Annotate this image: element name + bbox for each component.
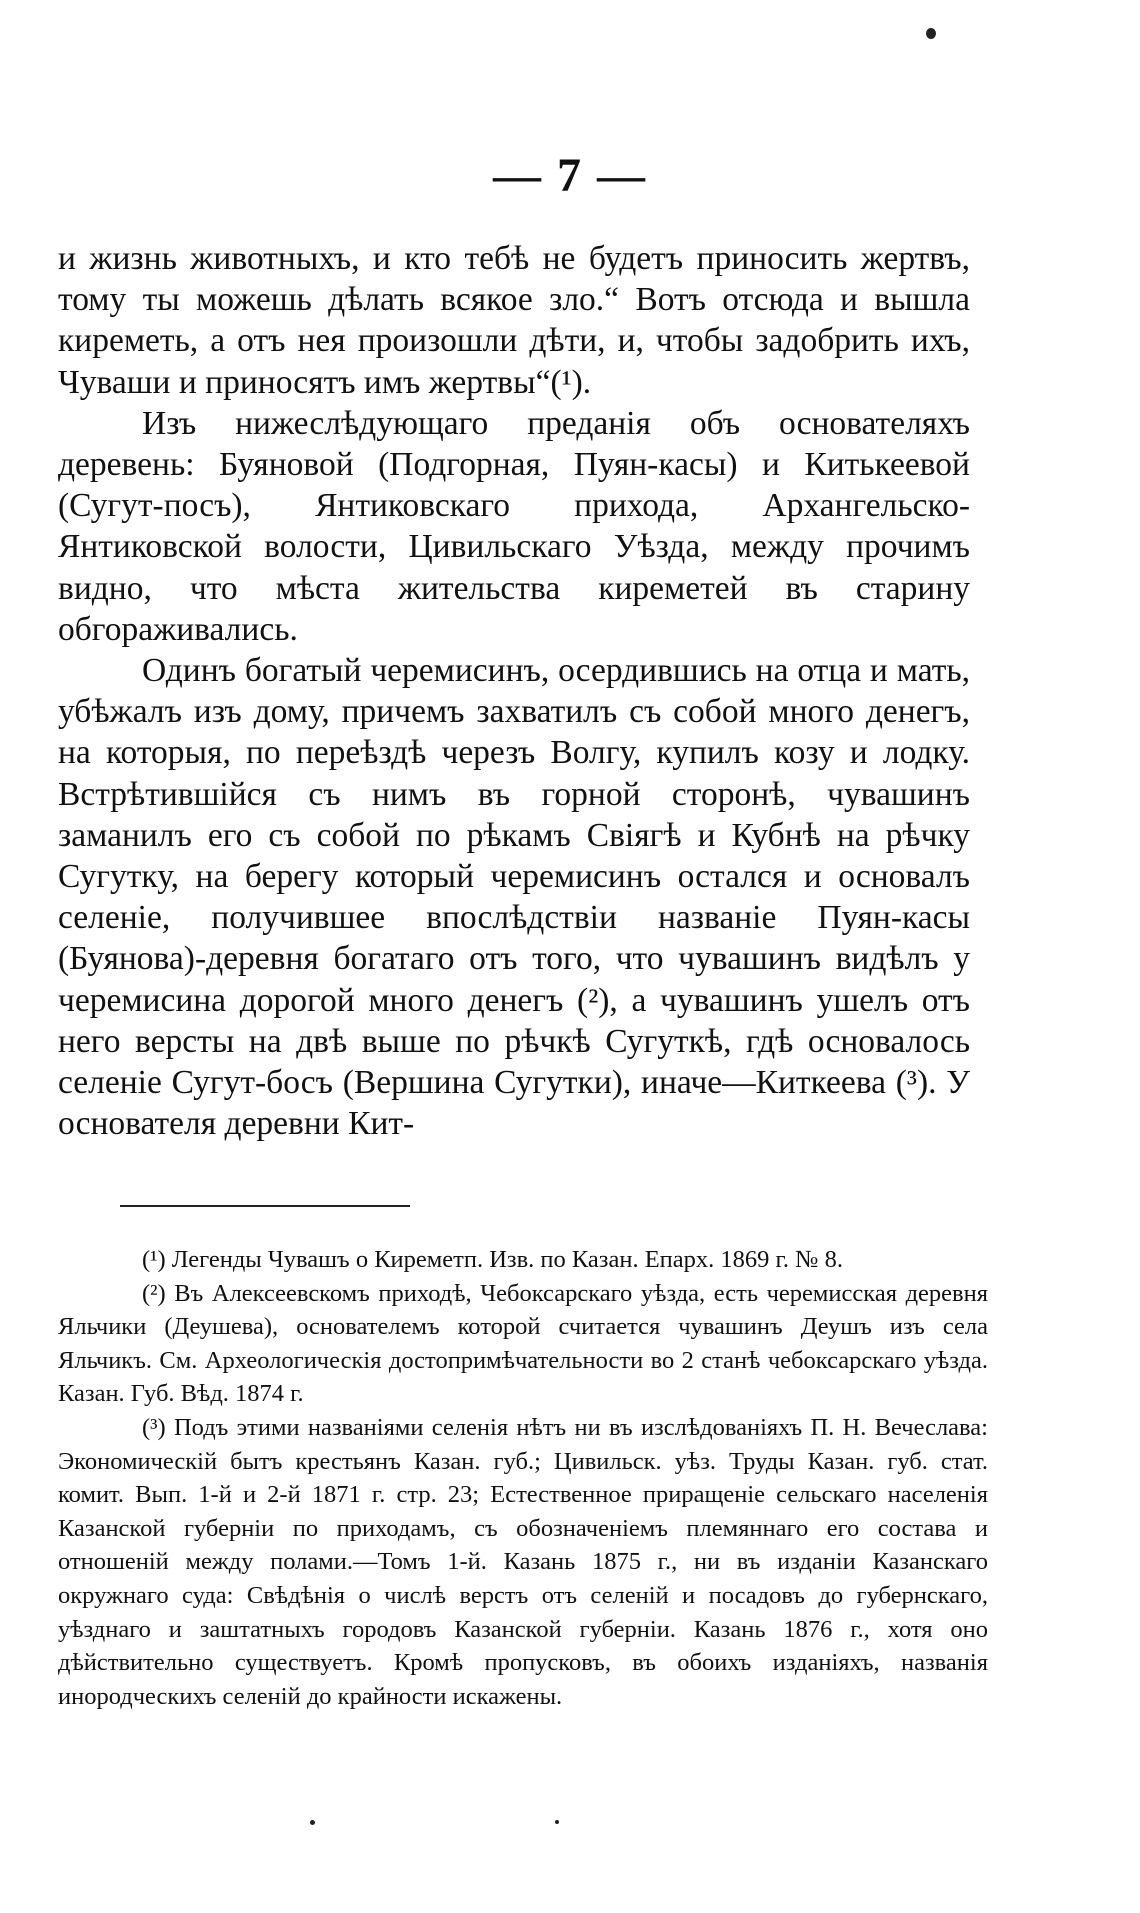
paragraph-1: и жизнь животныхъ, и кто тебѣ не будетъ приносить жертвъ, тому ты можешь дѣлать всякое зло.“ Вотъ отсюда и вышла киреметь, а отъ нея произошли дѣти, и, чтобы задобрить ихъ, Чуваши и приносятъ имъ жертвы“(¹).	[58, 240, 970, 401]
page-number: — 7 —	[493, 149, 647, 202]
footnote-separator	[120, 1205, 410, 1207]
ink-speck	[310, 1820, 315, 1825]
ink-speck	[555, 1820, 559, 1824]
footnote-1: (¹) Легенды Чувашъ о Киреметп. Изв. по Казан. Епарх. 1869 г. № 8.	[142, 1246, 843, 1273]
main-text	[58, 238, 970, 1144]
paragraph-2: Изъ нижеслѣдующаго преданія объ основателяхъ деревень: Буяновой (Подгорная, Пуян-касы) и Китькеевой (Сугут-посъ), Янтиковскаго прихода, Архангельско-Янтиковской волости, Цивильскаго Уѣзда, между прочимъ видно, что мѣста жительства киреметей въ старину обгораживались.	[58, 404, 970, 648]
footnotes	[58, 1243, 988, 1713]
ink-speck	[926, 28, 936, 39]
paragraph-3: Одинъ богатый черемисинъ, осердившись на отца и мать, убѣжалъ изъ дому, причемъ захватилъ съ собой много денегъ, на которыя, по переѣздѣ черезъ Волгу, купилъ козу и лодку. Встрѣтившійся съ нимъ въ горной сторонѣ, чувашинъ заманилъ его съ собой по рѣкамъ Свіягѣ и Кубнѣ на рѣчку Сугутку, на берегу который черемисинъ остался и основалъ селеніе, получившее впослѣдствіи названіе Пуян-касы (Буянова)-деревня богатаго отъ того, что чувашинъ видѣлъ у черемисина дорогой много денегъ (²), а чувашинъ ушелъ отъ него версты на двѣ выше по рѣчкѣ Сугуткѣ, гдѣ основалось селеніе Сугут-босъ (Вершина Сугутки), иначе—Киткеева (³). У основателя деревни Кит-	[58, 652, 970, 1143]
footnote-2: (²) Въ Алексеевскомъ приходѣ, Чебоксарскаго уѣзда, есть черемисская деревня Яльчики (Деушева), основателемъ которой считается чувашинъ Деушъ изъ села Яльчикъ. См. Археологическія достопримѣчательности во 2 станѣ чебоксарскаго уѣзда. Казан. Губ. Вѣд. 1874 г.	[58, 1279, 988, 1408]
footnote-3: (³) Подъ этими названіями селенія нѣтъ ни въ изслѣдованіяхъ П. Н. Вечеслава: Экономическій бытъ крестьянъ Казан. губ.; Цивильск. уѣз. Труды Казан. губ. стат. комит. Вып. 1-й и 2-й 1871 г. стр. 23; Естественное приращеніе сельскаго населенія Казанской губерніи по приходамъ, съ обозначеніемъ племяннаго его состава и отношеній между полами.—Томъ 1-й. Казань 1875 г., ни въ изданіи Казанскаго окружнаго суда: Свѣдѣнія о числѣ верстъ отъ селеній и посадовъ до губернскаго, уѣзднаго и заштатныхъ городовъ Казанской губерніи. Казань 1876 г., хотя оно дѣйствительно существуетъ. Кромѣ пропусковъ, въ обоихъ изданіяхъ, названія инородческихъ селеній до крайности искажены.	[58, 1413, 988, 1710]
